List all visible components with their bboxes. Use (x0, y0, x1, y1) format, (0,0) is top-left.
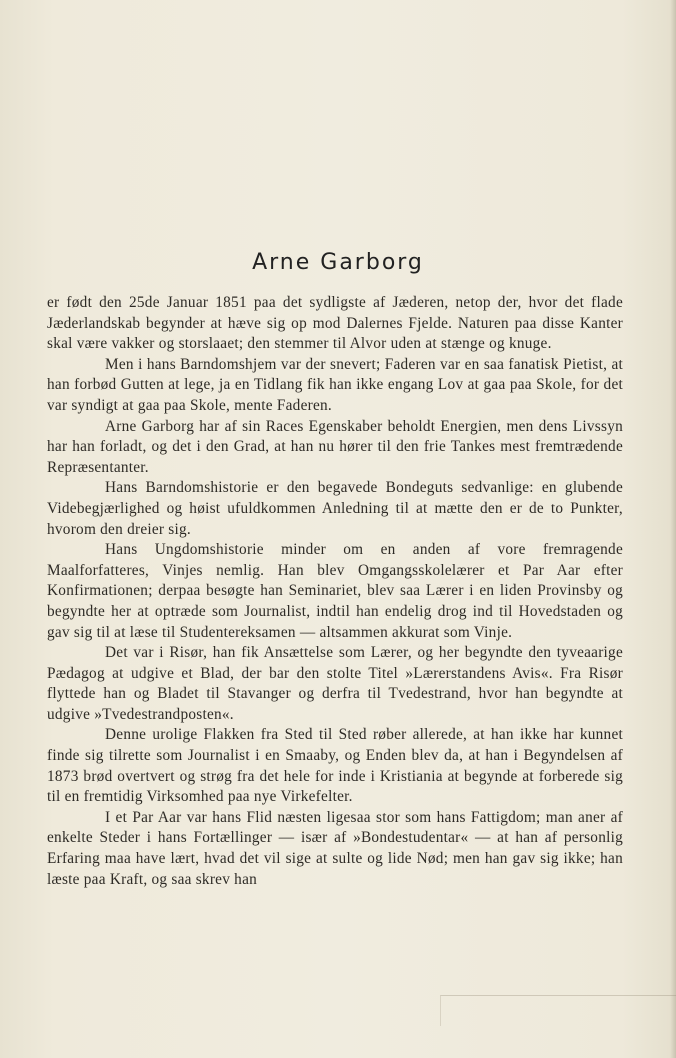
paragraph: Denne urolige Flakken fra Sted til Sted røber allerede, at han ikke har kunnet finde sig tilrette som Journalist i en Smaaby, og Enden blev da, at han i Begyndelsen af 1873 brød overtvert og strøg fra det hele for inde i Kristiania at begynde at forberede sig til en fremtidig Virksomhed paa nye Virkefelter. (47, 726, 623, 806)
paragraph: Det var i Risør, han fik Ansættelse som Lærer, og her begyndte den tyveaarige Pædagog at udgive et Blad, der bar den stolte Titel »Lærerstandens Avis«. Fra Risør flyttede han og Bladet til Stavanger og derfra til Tvedestrand, hvor han begyndte at udgive »Tvedestrandposten«. (47, 644, 623, 723)
paragraph: er født den 25de Januar 1851 paa det sydligste af Jæderen, netop der, hvor det flade Jæderlandskab begynder at hæve sig op mod Dalernes Fjelde. Naturen paa disse Kanter skal være vakker og storslaaet; den stemmer til Alvor uden at stænge og knuge. (47, 294, 623, 353)
paragraph: I et Par Aar var hans Flid næsten ligesaa stor som hans Fattigdom; man aner af enkelte Steder i hans Fortællinger — især af »Bondestudentar« — at han af personlig Erfaring maa have lært, hvad det vil sige at sulte og lide Nød; men han gav sig ikke; han læste paa Kraft, og saa skrev han (47, 808, 623, 888)
body-text (47, 293, 623, 890)
paragraph: Arne Garborg har af sin Races Egenskaber beholdt Energien, men dens Livssyn har han forladt, og det i den Grad, at han nu hører til den frie Tankes mest fremtrædende Repræsentanter. (47, 417, 623, 476)
page-corner-mark (440, 995, 676, 1026)
paragraph: Hans Barndomshistorie er den begavede Bondeguts sedvanlige: en glubende Videbegjærlighed og høist ufuldkommen Anledning til at mætte den er de to Punkter, hvorom den dreier sig. (47, 479, 623, 538)
paragraph: Hans Ungdomshistorie minder om en anden af vore fremragende Maalforfatteres, Vinjes nemlig. Han blev Omgangsskolelærer et Par Aar efter Konfirmationen; derpaa besøgte han Seminariet, blev saa Lærer i en liden Provinsby og begyndte her at optræde som Journalist, indtil han endelig drog ind til Hovedstaden og gav sig til at læse til Studentereksamen — altsammen akkurat som Vinje. (47, 541, 623, 641)
paragraph: Men i hans Barndomshjem var der snevert; Faderen var en saa fanatisk Pietist, at han forbød Gutten at lege, ja en Tidlang fik han ikke engang Lov at gaa paa Skole, for det var syndigt at gaa paa Skole, mente Faderen. (47, 355, 623, 414)
page-edge-shadow (670, 0, 676, 1058)
chapter-title: Arne Garborg (252, 250, 424, 275)
